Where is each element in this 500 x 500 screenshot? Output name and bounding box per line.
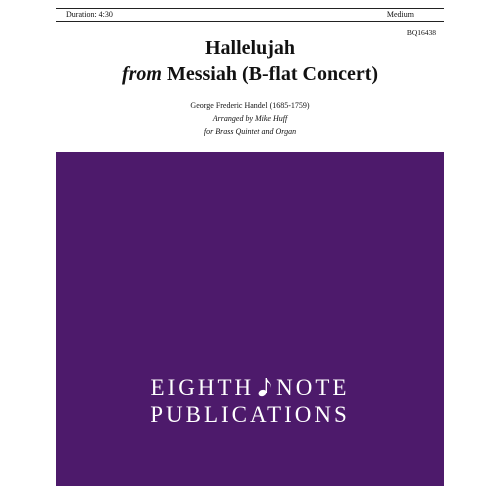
duration-label: Duration: 4:30 [66, 10, 113, 19]
arranger-credit: Arranged by Mike Huff [212, 114, 288, 123]
piece-title: Hallelujah [204, 37, 295, 59]
sheet-music-cover [56, 8, 444, 486]
piece-subtitle [56, 62, 444, 86]
credits-block [56, 99, 444, 138]
logo-line-2: PUBLICATIONS [150, 402, 350, 427]
publisher-logo [56, 374, 444, 434]
eighth-note-icon [258, 377, 272, 397]
logo-word-note: NOTE [276, 375, 350, 400]
instrumentation-credit: for Brass Quintet and Organ [203, 127, 297, 136]
difficulty-label: Medium [386, 10, 414, 19]
subtitle-text: Messiah (B-flat Concert) [166, 63, 379, 85]
logo-line-1 [56, 374, 444, 401]
composer-credit: George Frederic Handel (1685-1759) [190, 101, 310, 110]
logo-word-eighth: EIGHTH [150, 375, 255, 400]
catalog-number: BQ16438 [406, 28, 436, 37]
info-bar [56, 8, 444, 22]
cover-panel [56, 152, 444, 486]
from-word: from [121, 63, 162, 85]
